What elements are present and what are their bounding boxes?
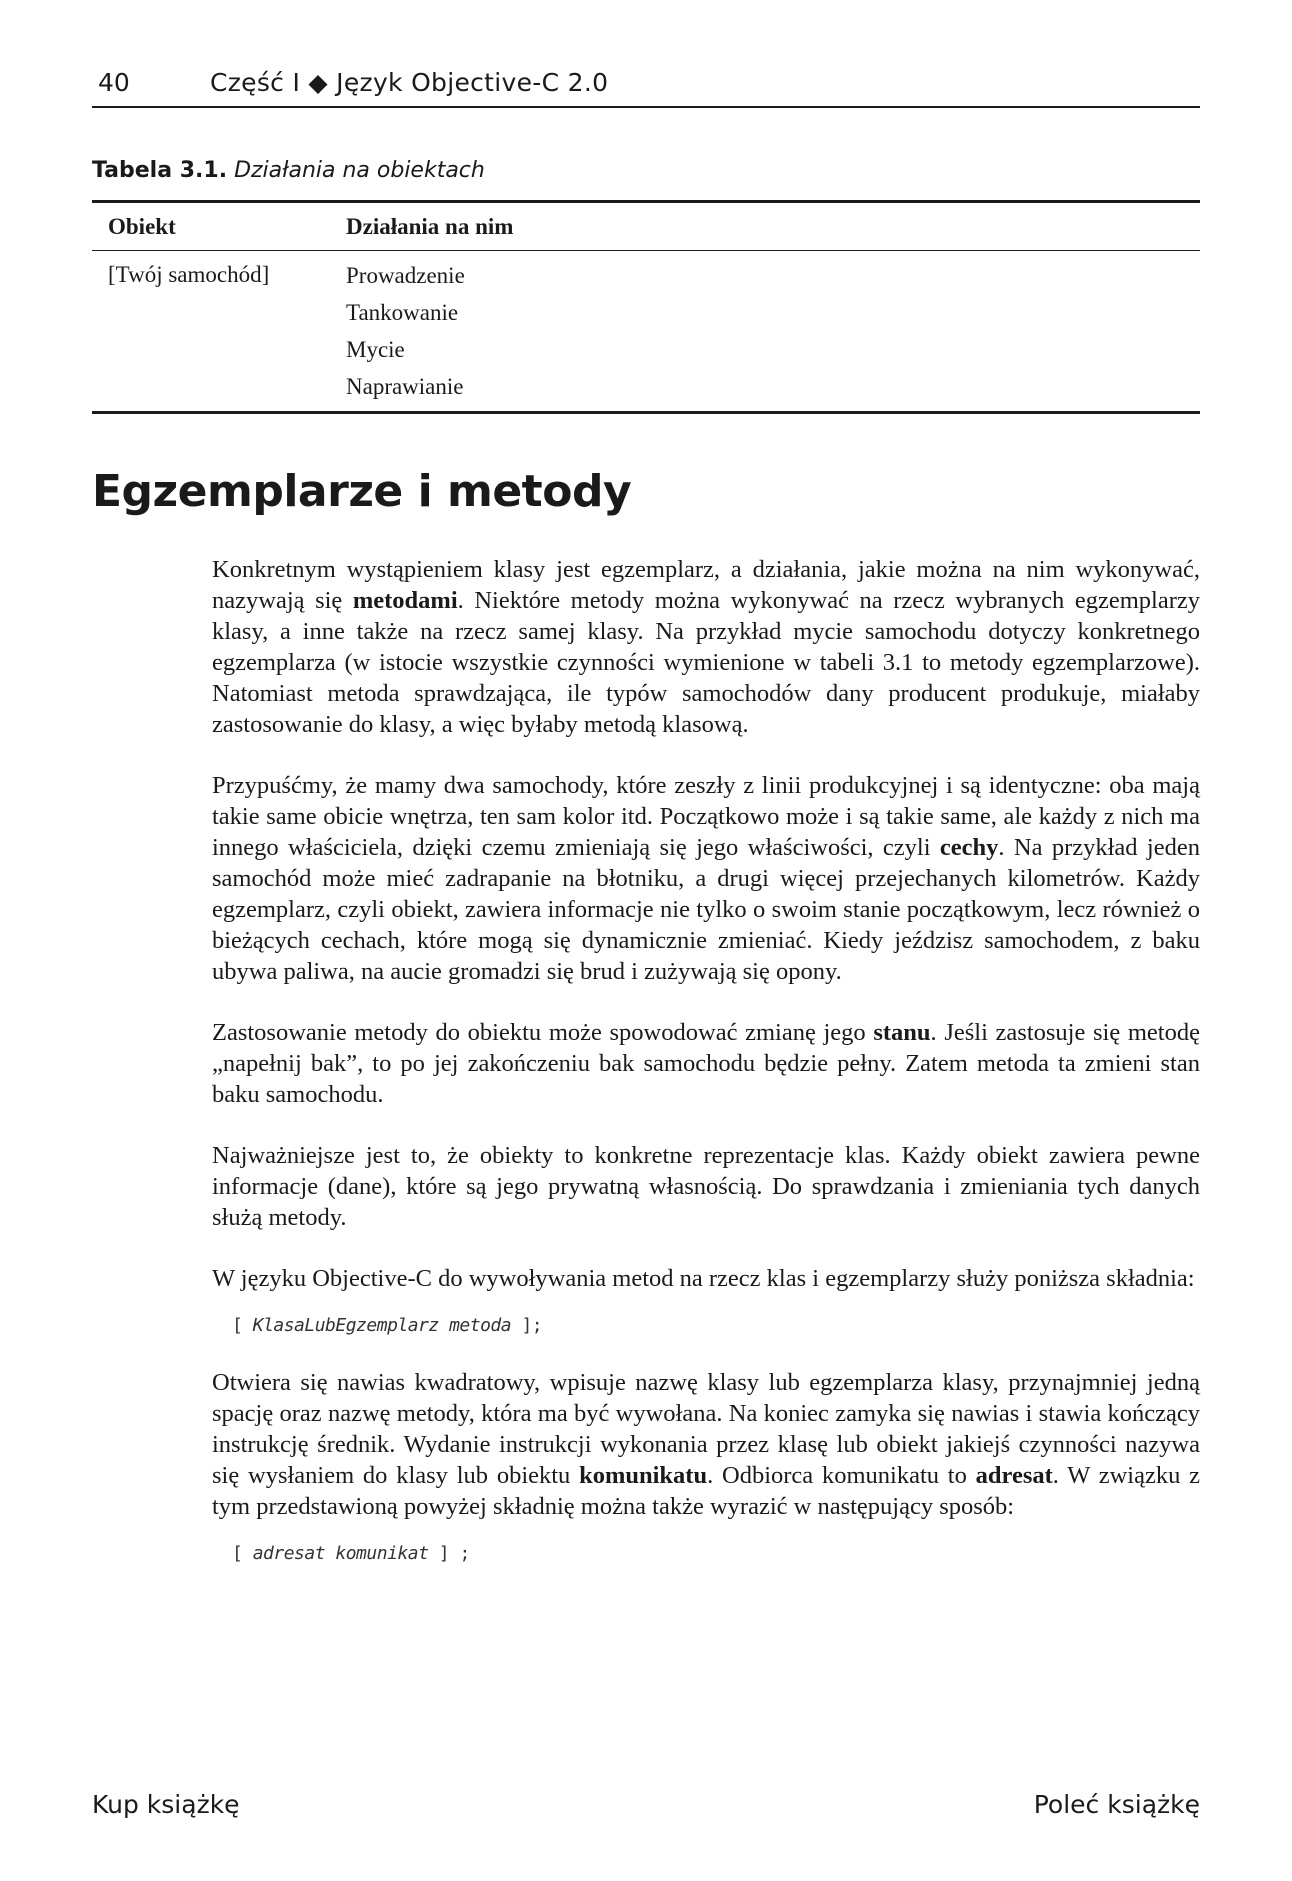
paragraph [212, 770, 1200, 987]
buy-book-link[interactable]: Kup książkę [92, 1790, 240, 1819]
code-text: adresat komunikat [252, 1543, 429, 1564]
paragraph [212, 554, 1200, 740]
table-rule-header [92, 250, 1200, 251]
text-run: Konkretnym wystąpieniem klasy jest egzemplarz, a działania, jakie można na nim wykonywać, nazywają się [212, 556, 1200, 614]
part-title: Część I ◆ Język Objective-C 2.0 [210, 68, 609, 97]
text-run: Zastosowanie metody do obiektu może spowodować zmianę jego [212, 1019, 874, 1046]
table-action-item: Mycie [346, 337, 405, 362]
term-bold: komunikatu [579, 1462, 708, 1489]
page-number: 40 [98, 68, 130, 97]
running-header [92, 64, 1200, 108]
code-bracket: ]; [521, 1315, 543, 1336]
term-bold: adresat [975, 1462, 1053, 1489]
term-bold: stanu [873, 1019, 931, 1046]
term-bold: cechy [939, 834, 999, 861]
code-example [232, 1310, 1200, 1341]
table-action-item: Prowadzenie [346, 263, 465, 288]
text-run: . Jeśli zastosuje się metodę „napełnij bak”, to po jej zakończeniu bak samochodu będzie pełny. Zatem metoda ta zmieni stan baku samochodu. [212, 1019, 1200, 1108]
code-example [232, 1538, 1200, 1569]
table-caption [92, 158, 485, 183]
table-cell-object: [Twój samochód] [108, 262, 270, 287]
text-run: Przypuśćmy, że mamy dwa samochody, które zeszły z linii produkcyjnej i są identyczne: oba mają takie same obicie wnętrza, ten sam kolor itd. Początkowo może i są takie same, ale każdy z nich ma innego właściciela, dzięki czemu zmieniają się jego właściwości, czyli [212, 772, 1200, 861]
table-header-object: Obiekt [108, 214, 176, 239]
code-bracket: [ [232, 1315, 243, 1336]
recommend-book-link[interactable]: Poleć książkę [1033, 1790, 1200, 1819]
code-text: KlasaLubEgzemplarz metoda [252, 1315, 512, 1336]
text-run: . W związku z tym przedstawioną powyżej składnię można także wyrazić w następujący sposób: [212, 1462, 1200, 1520]
term-bold: metodami [352, 587, 458, 614]
objects-table [92, 200, 1200, 414]
paragraph: Najważniejsze jest to, że obiekty to konkretne reprezentacje klas. Każdy obiekt zawiera pewne informacje (dane), które są jego prywatną własnością. Do sprawdzania i zmieniania tych danych służą metody. [212, 1142, 1200, 1231]
code-bracket: [ [232, 1543, 243, 1564]
body-text [212, 554, 1200, 1595]
text-run: Otwiera się nawias kwadratowy, wpisuje nazwę klasy lub egzemplarza klasy, przynajmniej jedną spację oraz nazwę metody, która ma być wywołana. Na koniec zamyka się nawias i stawia kończący instrukcję średnik. Wydanie instrukcji wykonania przez klasę lub obiekt jakiejś czynności nazywa się wysłaniem do klasy lub obiektu [212, 1369, 1200, 1489]
code-bracket: ] ; [438, 1543, 470, 1564]
table-rule-bottom [92, 411, 1200, 414]
table-header-actions: Działania na nim [346, 214, 514, 239]
section-title: Egzemplarze i metody [92, 466, 632, 517]
table-caption-label: Tabela 3.1. [92, 158, 228, 183]
table-action-item: Naprawianie [346, 374, 464, 399]
table-caption-text: Działania na obiektach [234, 158, 485, 183]
text-run: . Odbiorca komunikatu to [707, 1462, 976, 1489]
paragraph: W języku Objective-C do wywoływania metod na rzecz klas i egzemplarzy służy poniższa składnia: [212, 1265, 1195, 1292]
table-rule-top [92, 200, 1200, 203]
text-run: . Na przykład jeden samochód może mieć zadrapanie na błotniku, a drugi więcej przejechanych kilometrów. Każdy egzemplarz, czyli obiekt, zawiera informacje nie tylko o swoim stanie początkowym, lecz również o bieżących cechach, które mogą się dynamicznie zmieniać. Kiedy jeździsz samochodem, z baku ubywa paliwa, na aucie gromadzi się brud i zużywają się opony. [212, 834, 1200, 985]
table-action-item: Tankowanie [346, 300, 459, 325]
text-run: . Niektóre metody można wykonywać na rzecz wybranych egzemplarzy klasy, a inne także na rzecz samej klasy. Na przykład mycie samochodu dotyczy konkretnego egzemplarza (w istocie wszystkie czynności wymienione w tabeli 3.1 to metody egzemplarzowe). Natomiast metoda sprawdzająca, ile typów samochodów dany producent produkuje, miałaby zastosowanie do klasy, a więc byłaby metodą klasową. [212, 587, 1200, 738]
table-actions-list [346, 262, 465, 410]
paragraph [212, 1017, 1200, 1110]
paragraph [212, 1367, 1200, 1522]
header-rule [92, 106, 1200, 108]
